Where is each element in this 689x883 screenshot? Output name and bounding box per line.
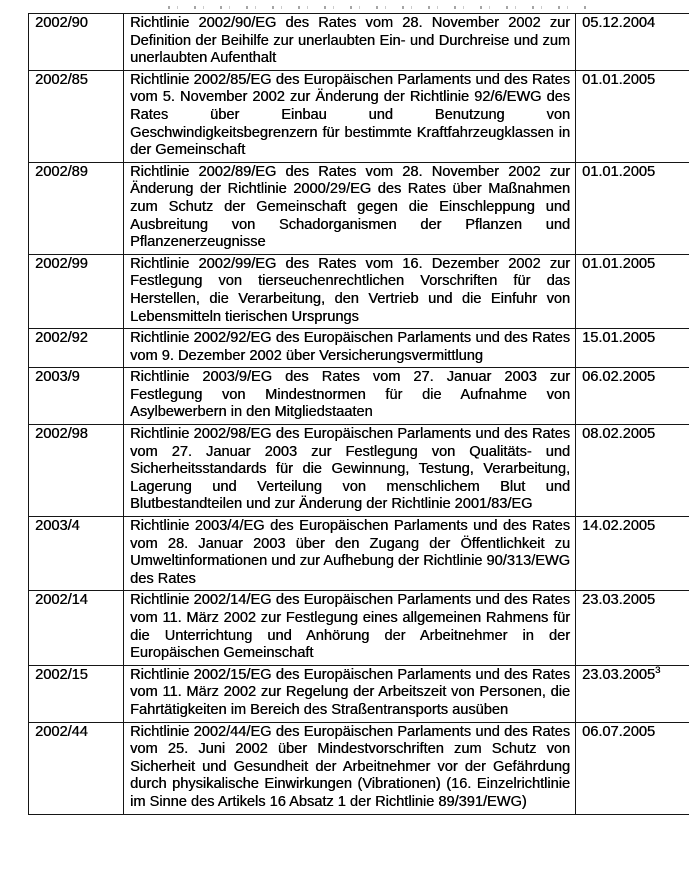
transposition-date: 06.07.2005	[582, 723, 656, 740]
transposition-date: 01.01.2005	[582, 71, 656, 88]
directive-description: Richtlinie 2002/90/EG des Rates vom 28. November 2002 zur Definition der Beihilfe zur unerlaubten Ein- und Durchreise und zum unerlaubten Aufenthalt	[130, 15, 570, 67]
directive-description: Richtlinie 2003/9/EG des Rates vom 27. Januar 2003 zur Festlegung von Mindestnormen für die Aufnahme von Asylbewerbern in den Mitgliedstaaten	[130, 369, 570, 421]
directive-number: 2002/89	[35, 163, 88, 180]
directive-number-cell	[29, 665, 124, 722]
transposition-date: 01.01.2005	[582, 255, 656, 272]
transposition-date: 08.02.2005	[582, 426, 656, 443]
directive-description-cell	[124, 665, 576, 722]
transposition-date: 01.01.2005	[582, 163, 656, 180]
transposition-date: 23.03.2005	[582, 592, 656, 609]
directive-number: 2002/99	[35, 255, 88, 272]
directive-number-cell	[29, 591, 124, 665]
directive-description-cell	[124, 591, 576, 665]
scan-artifact	[168, 6, 588, 9]
directive-number: 2002/92	[35, 330, 88, 347]
directive-number-cell	[29, 425, 124, 517]
directive-number: 2002/85	[35, 71, 88, 88]
transposition-date-cell	[576, 517, 689, 591]
directive-description-cell	[124, 14, 576, 71]
directive-number-cell	[29, 722, 124, 814]
table-row	[29, 591, 689, 665]
directive-description-cell	[124, 162, 576, 254]
directive-description-cell	[124, 368, 576, 425]
directive-description-cell	[124, 254, 576, 328]
table-row	[29, 162, 689, 254]
transposition-date-cell	[576, 665, 689, 722]
directive-number: 2002/14	[35, 592, 88, 609]
transposition-date-cell	[576, 70, 689, 162]
table-row	[29, 329, 689, 368]
directive-number-cell	[29, 14, 124, 71]
footnote-marker: 3	[655, 664, 661, 676]
directive-number: 2003/9	[35, 369, 80, 386]
directive-number: 2002/98	[35, 426, 88, 443]
table-row	[29, 70, 689, 162]
directive-number-cell	[29, 162, 124, 254]
directive-description: Richtlinie 2002/85/EG des Europäischen Parlaments und des Rates vom 5. November 2002 zur Änderung der Richtlinie 92/6/EWG des Rates über Einbau und Benutzung von Geschwindigkeitsbegrenzern für bestimmte Kraftfahrzeugklassen in der Gemeinschaft	[130, 71, 570, 159]
transposition-date-cell	[576, 591, 689, 665]
directive-description-cell	[124, 425, 576, 517]
transposition-date-cell	[576, 368, 689, 425]
directive-number-cell	[29, 329, 124, 368]
directive-description: Richtlinie 2002/44/EG des Europäischen Parlaments und des Rates vom 25. Juni 2002 über Mindestvorschriften zum Schutz von Sicherheit und Gesundheit der Arbeitnehmer vor der Gefährdung durch physikalische Einwirkungen (Vibrationen) (16. Einzelrichtlinie im Sinne des Artikels 16 Absatz 1 der Richtlinie 89/391/EWG)	[130, 723, 570, 810]
transposition-date-cell	[576, 162, 689, 254]
table-row	[29, 665, 689, 722]
transposition-date-cell	[576, 722, 689, 814]
directive-description: Richtlinie 2002/14/EG des Europäischen Parlaments und des Rates vom 11. März 2002 zur Festlegung eines allgemeinen Rahmens für die Unterrichtung und Anhörung der Arbeitnehmer in der Europäischen Gemeinschaft	[130, 592, 570, 662]
transposition-date-cell	[576, 329, 689, 368]
directive-description: Richtlinie 2002/98/EG des Europäischen Parlaments und des Rates vom 27. Januar 2003 zur Festlegung von Qualitäts- und Sicherheitsstandards für die Gewinnung, Testung, Verarbeitung, Lagerung und Verteilung von menschlichem Blut und Blutbestandteilen und zur Änderung der Richtlinie 2001/83/EG	[130, 426, 570, 513]
directives-table-body	[29, 14, 689, 815]
transposition-date: 05.12.2004	[582, 15, 656, 31]
table-row	[29, 14, 689, 71]
directive-description: Richtlinie 2002/89/EG des Rates vom 28. November 2002 zur Änderung der Richtlinie 2000/29/EG des Rates über Maßnahmen zum Schutz der Gemeinschaft gegen die Einschleppung und Ausbreitung von Schadorganismen der Pflanzen und Pflanzenerzeugnisse	[130, 163, 570, 251]
directive-number-cell	[29, 368, 124, 425]
table-row	[29, 425, 689, 517]
directive-number: 2003/4	[35, 518, 80, 535]
directive-description: Richtlinie 2002/15/EG des Europäischen Parlaments und des Rates vom 11. März 2002 zur Regelung der Arbeitszeit von Personen, die Fahrtätigkeiten im Bereich des Straßentransports ausüben	[130, 666, 570, 718]
table-row	[29, 517, 689, 591]
transposition-date: 15.01.2005	[582, 330, 656, 347]
directive-description: Richtlinie 2003/4/EG des Europäischen Parlaments und des Rates vom 28. Januar 2003 über den Zugang der Öffentlichkeit zu Umweltinformationen und zur Aufhebung der Richtlinie 90/313/EWG des Rates	[130, 518, 570, 587]
directive-number-cell	[29, 517, 124, 591]
directive-number: 2002/44	[35, 723, 88, 740]
directive-number-cell	[29, 254, 124, 328]
directive-description-cell	[124, 517, 576, 591]
transposition-date-cell	[576, 254, 689, 328]
transposition-date-cell	[576, 425, 689, 517]
directive-description-cell	[124, 329, 576, 368]
transposition-date-cell	[576, 14, 689, 71]
table-row	[29, 722, 689, 814]
table-row	[29, 368, 689, 425]
directive-description: Richtlinie 2002/92/EG des Europäischen Parlaments und des Rates vom 9. Dezember 2002 über Versicherungsvermittlung	[130, 330, 570, 364]
transposition-date: 23.03.2005	[582, 666, 656, 683]
table-row	[29, 254, 689, 328]
directive-number: 2002/90	[35, 15, 88, 31]
directives-table	[28, 13, 689, 815]
transposition-date: 14.02.2005	[582, 518, 656, 535]
directive-number: 2002/15	[35, 666, 88, 683]
directive-number-cell	[29, 70, 124, 162]
transposition-date: 06.02.2005	[582, 369, 656, 386]
document-page	[28, 13, 661, 815]
directive-description-cell	[124, 722, 576, 814]
directive-description: Richtlinie 2002/99/EG des Rates vom 16. Dezember 2002 zur Festlegung von tierseuchenrechtlichen Vorschriften für das Herstellen, die Verarbeitung, den Vertrieb und die Einfuhr von Lebensmitteln tierischen Ursprungs	[130, 255, 570, 325]
directive-description-cell	[124, 70, 576, 162]
